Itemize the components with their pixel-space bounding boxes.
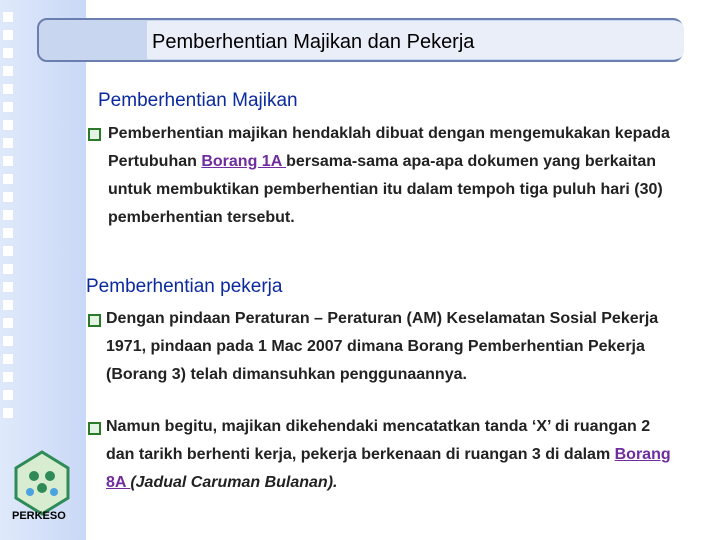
employer-text-part2: bersama-sama apa-apa dokumen yang berkaitan untuk membuktikan pemberhentian itu dalam tempoh tiga puluh hari (30) pemberhentian tersebut. [108, 153, 663, 226]
borang-8a-link[interactable]: Borang 8A [106, 446, 671, 491]
bullet-icon [88, 128, 101, 141]
employee-bullet-2-text: Namun begitu, majikan dikehendaki mencatatkan tanda ‘X’ di ruangan 2 dan tarikh berhenti kerja, pekerja berkenaan di ruangan 3 di dalam [106, 418, 651, 463]
employer-paragraph [108, 120, 688, 232]
logo-label: PERKESO [12, 510, 66, 522]
square-pattern [3, 12, 19, 426]
borang-8a-description: (Jadual Caruman Bulanan). [130, 474, 338, 491]
borang-1a-link[interactable]: Borang 1A [201, 153, 287, 170]
employer-text-part1: Pemberhentian majikan hendaklah dibuat dengan mengemukakan kepada Pertubuhan [108, 125, 670, 170]
employee-bullet-1: Dengan pindaan Peraturan – Peraturan (AM) Keselamatan Sosial Pekerja 1971, pindaan pada 1 Mac 2007 dimana Borang Pemberhentian Pekerja (Borang 3) telah dimansuhkan penggunaannya. [106, 310, 659, 383]
section-heading-employer: Pemberhentian Majikan [98, 90, 298, 111]
bullet-icon [88, 314, 101, 327]
section-heading-employee: Pemberhentian pekerja [86, 276, 283, 297]
bullet-icon [88, 422, 101, 435]
slide-title: Pemberhentian Majikan dan Pekerja [152, 31, 475, 53]
employee-bullet-2 [106, 413, 676, 497]
